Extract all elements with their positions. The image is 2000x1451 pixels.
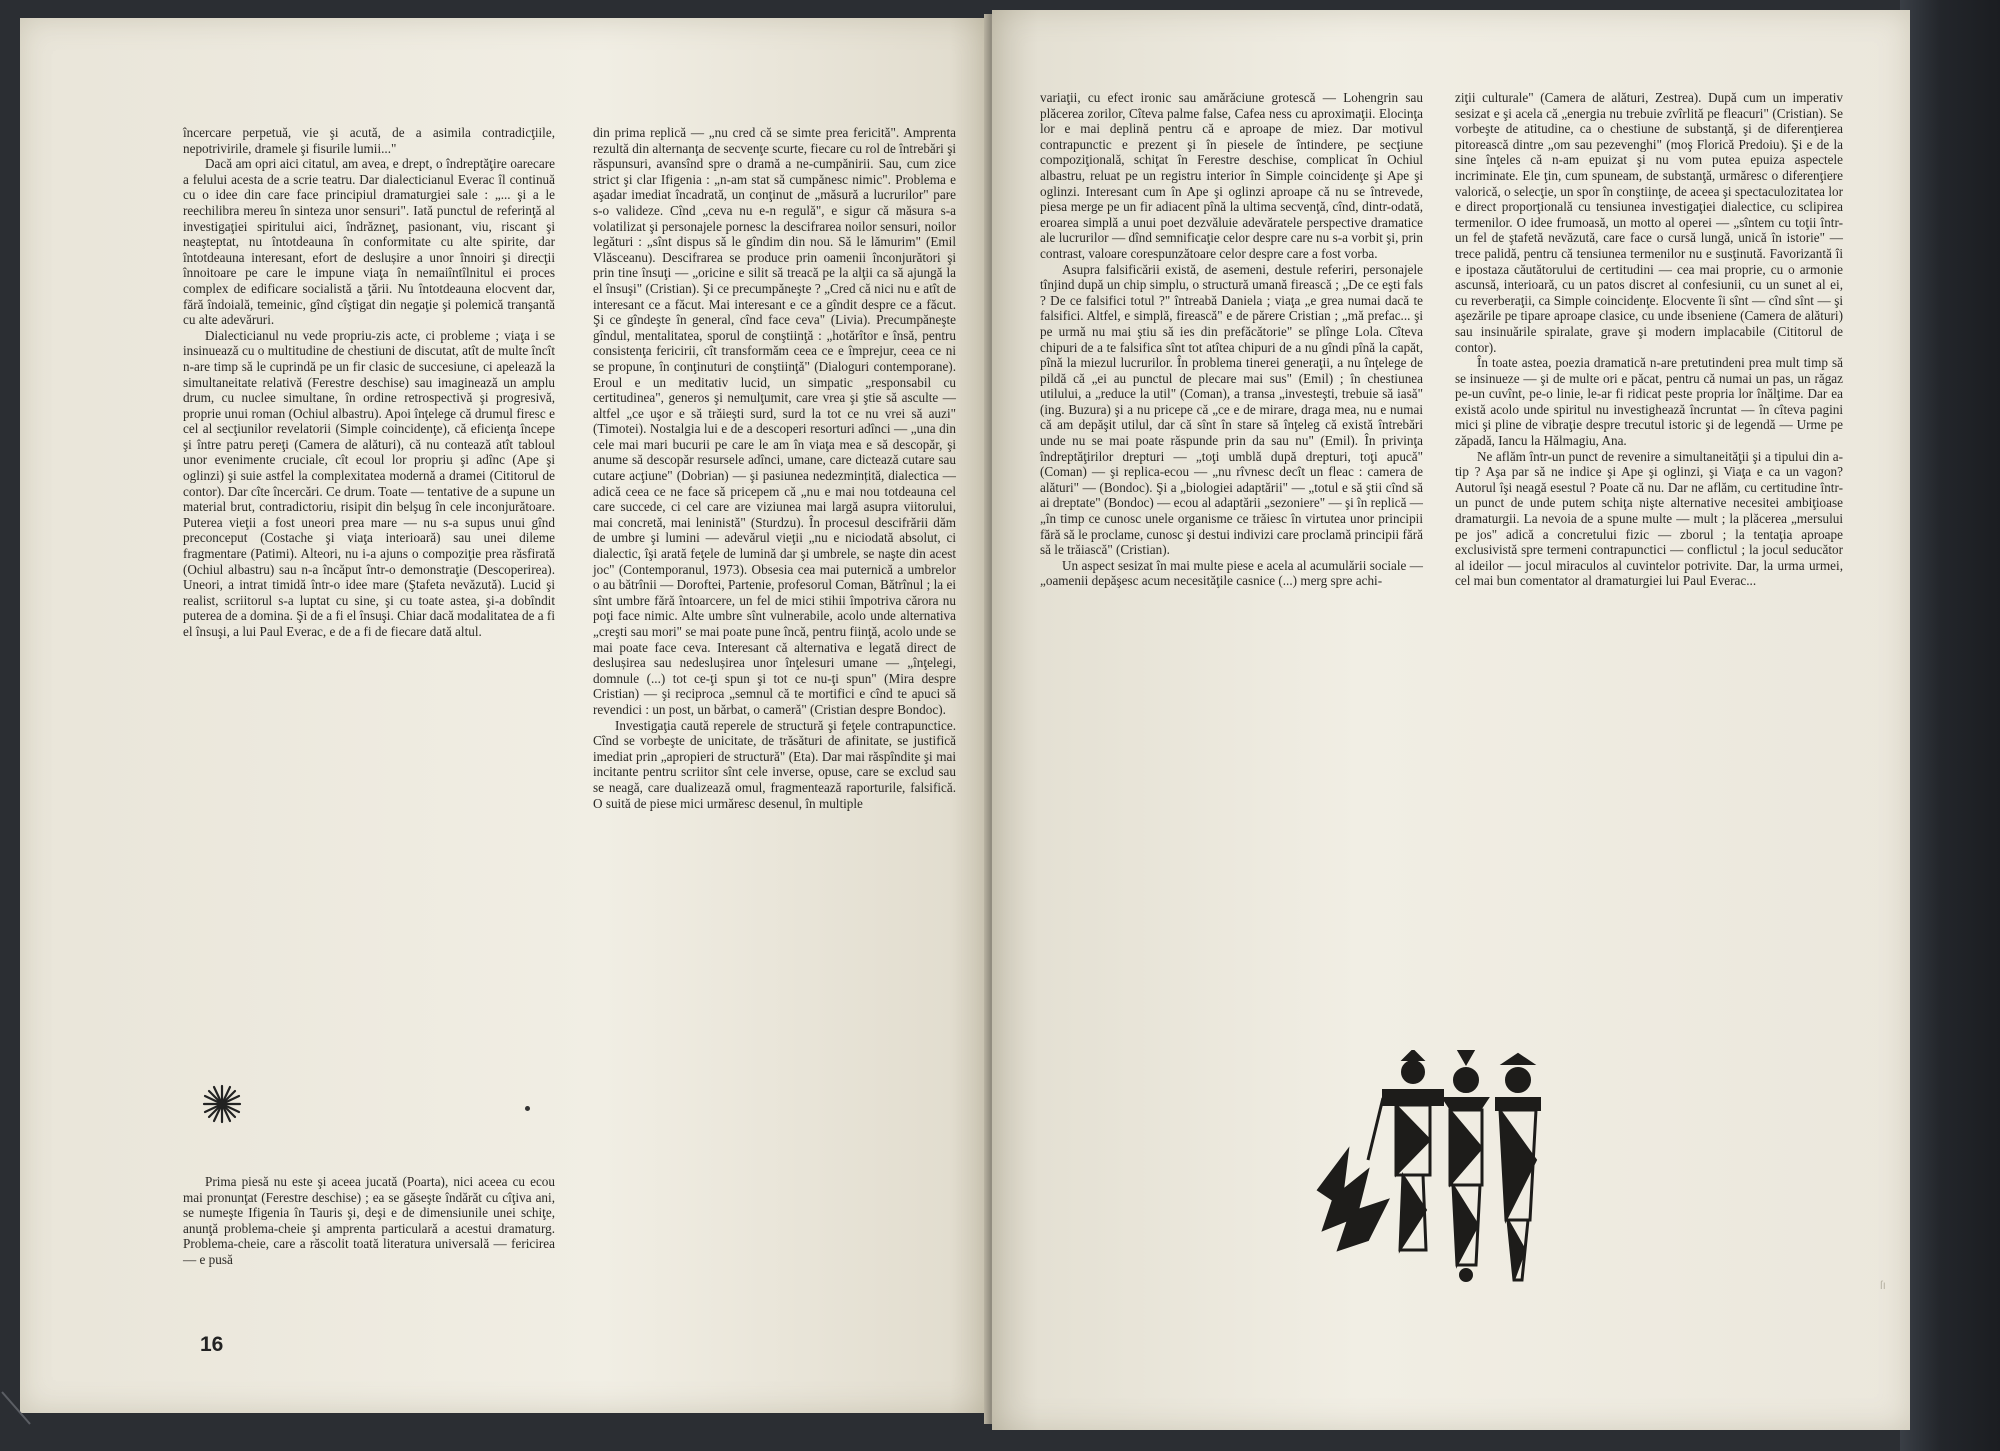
paragraph: ziţii culturale" (Camera de alături, Zestrea). După cum un imperativ sesizat e şi acela că „energia nu trebuie zvîrlită pe fleacuri" (Cristian). Se vorbeşte de atitudine, ca o chestiune de substanţă, şi de diferenţierea pitorească dintre „om sau pezevenghi" (moş Florică Predoiu). Şi e de la sine înţeles că n-am epuizat şi nu vom putea epuiza aspectele incriminate. Ele ţin, cum spuneam, de substanţă, urmăresc o diferenţiere valorică, o selecţie, un spor în conştiinţe, de aceea şi spectaculozitatea lor e direct proporţională cu tensiunea investigaţiei dialectice, cu sclipirea termenilor. O idee frumoasă, un motto al operei — „sîntem cu toţii într-un fel de ştafetă nevăzută, care face o cursă lungă, unică în istorie" — trece palidă, pentru că tensiunea termenilor nu e susţinută. Favorizantă îi e ipostaza căutătorului de certitudini — cea mai proprie, cu o armonie ascunsă, interioară, cu un patos discret al confesiunii, cu un sunet al ei, cu reverberaţii, ca Simple coincidenţe. Elocvente îi sînt — cînd sînt — şi aşezările pe tipare aproape clasice, cu unde ibseniene (Camera de alături) sau insinuările spiralate, grave şi modern implacabile (Cititorul de contor). (1455, 90, 1843, 355)
paragraph: Dacă am opri aici citatul, am avea, e drept, o îndreptăţire oarecare a felului acesta de a scrie teatru. Dar dialecticianul Everac îl continuă cu o idee din care face principiul dramaturgiei sale : „... şi a le reechilibra mereu în sinteza unor sensuri". Iată punctul de referinţă al investigaţiei spiritului aici, îndrăzneţ, pasionant, viu, riscant şi neaşteptat, nu întotdeauna în conformitate cu alte spirite, dar întotdeauna interesant, efort de deslușire a unor înnoiri şi direcţii înnoitoare pe care le impune viaţa în nemaiîntîlnitul ei proces complex de edificare socialistă a ţării. Nu întotdeauna elocvent dar, fără îndoială, temeinic, gînd cîştigat din negaţie şi polemică tranşantă cu alte adevăruri. (183, 156, 555, 328)
book-cover-edge (1900, 0, 2000, 1451)
paragraph: variaţii, cu efect ironic sau amărăciune grotescă — Lohengrin sau plăcerea zorilor, Cîteva palme false, Cafea ness cu aproximaţii. Elocinţa lor e mai deplină pentru că e aproape de miez. Dar motivul contrapunctic e prezent şi în piesele de întindere, pe secţiune compoziţională, schiţat în Ferestre deschise, complicat în Ochiul albastru, reluat pe un registru interior în Simple coincidenţe şi Ape şi oglinzi. Interesant cum în Ape şi oglinzi aproape că nu se întrevede, piesa merge pe un fir adiacent pînă la ultima secvenţă, cînd, dintr-odată, eroarea simplă a unui poet dezvăluie adevăratele perspective dramatice ale lucrurilor — dînd semnificaţie celor despre care nu s-a vorbit şi, prin contrast, valoare corespunzătoare celor despre care a fost vorba. (1040, 90, 1423, 261)
paragraph: Un aspect sesizat în mai multe piese e acela al acumulării sociale — „oamenii depăşesc acum necesităţile casnice (...) merg spre achi- (1040, 557, 1423, 589)
faint-margin-mark: ſı (1880, 1278, 1886, 1292)
right-page-column-1 (1040, 90, 1423, 589)
page-number: 16 (200, 1333, 224, 1356)
left-page-column-1 (183, 125, 555, 640)
sunburst-ornament-icon (202, 1084, 242, 1124)
paragraph: Investigaţia caută reperele de structură şi feţele contrapunctice. Cînd se vorbeşte de unicitate, de trăsături de afinitate, se justifică imediat prin „apropieri de structură" (Eta). Dar mai răspîndite şi mai incitante pentru scriitor sînt cele inverse, opuse, care se exclud sau se neagă, care dualizează omul, fragmentează raporturile, falsifică. O suită de piese mici urmăresc desenul, în multiple (593, 717, 956, 811)
left-page (20, 18, 988, 1413)
paragraph: În toate astea, poezia dramatică n-are pretutindeni prea mult timp să se insinueze — şi de multe ori e păcat, pentru că numai un pas, un răgaz pe-un cuvînt, pe-o linie, le-ar fi ridicat peste propria lor înălţime. Dar ea există acolo unde spiritul nu investighează încruntat — în cîteva pagini mici şi pline de vibraţie despre trecutul istoric şi de legendă — Urme pe zăpadă, Iancu la Hălmagiu, Ana. (1455, 355, 1843, 449)
paragraph: Prima piesă nu este şi aceea jucată (Poarta), nici aceea cu ecou mai pronunţat (Ferestre deschise) ; ea se găseşte îndărăt cu cîţiva ani, se numeşte Ifigenia în Tauris şi, deşi e de dimensiunile unei schiţe, anunţă problema-cheie şi amprenta particulară a acestui dramaturg. Problema-cheie, care a răscolit toată literatura universală — fericirea — e pusă (183, 1174, 555, 1267)
left-page-column-2 (593, 125, 956, 811)
divider-dot (525, 1106, 530, 1111)
paragraph: încercare perpetuă, vie şi acută, de a asimila contradicţiile, nepotrivirile, dramele şi fisurile lumii..." (183, 125, 555, 156)
paragraph: Asupra falsificării există, de asemeni, destule referiri, personajele tînjind după un chip simplu, o structură umană firească ; „De ce eşti fals ? De ce falsifici totul ?" întreabă Daniela ; viaţa „e grea numai dacă te falsifici. Altfel, e simplă, firească" e de părere Cristian ; „mă prefac... şi pe urmă nu mai ştiu să ies din prefăcătorie" se plînge Lola. Cîteva chipuri de a te falsifica sînt tot atîtea chipuri de a nu gîndi pînă la capăt, pînă la miezul lucrurilor. În problema tinerei generaţii, a nu înţelege de pildă că „ei au punctul de plecare mai sus" (Emil) ; în chestiunea utilului, a „reduce la util" (Coman), a transa „investeşti, trebuie să iasă" (ing. Buzura) şi a nu pricepe că „ce e de mirare, draga mea, nu e numai că am depăşit utilul, dar că sînt în stare să înţeleg că există întrebări unde nu se mai poate răspunde prin da sau nu" (Emil). În privinţa îndreptăţirilor drepturi — „toţi umblă după drepturi, toţi apucă" (Coman) — şi replica-ecou — „nu rîvnesc decît un fleac : camera de alături" — (Bondoc). Şi a „biologiei adaptării" — „totul e să ştii cînd să ai dreptate" (Bondoc) — ecou al adaptării „sezoniere" — şi în replică — „în timp ce cunosc unele organisme ce trăiesc în virtutea unor principii fără să le proclame, cunosc şi destui indivizi care proclamă principii fără să le trăiască" (Cristian). (1040, 261, 1424, 558)
left-page-column-1-bottom (183, 1174, 555, 1268)
right-page (992, 10, 1910, 1430)
three-harlequin-figures-illustration (1308, 1050, 1558, 1300)
paragraph: Ne aflăm într-un punct de revenire a simultaneităţii şi a tipului din a-tip ? Aşa par să ne indice şi Ape şi oglinzi, şi Viaţa e ca un vagon? Autorul îşi neagă esestul ? Poate că nu. Dar ne aflăm, cu certitudine într-un punct de unde putem schiţa nişte alternative necesitei ambiţioase dramaturgii. La nevoia de a spune multe — mult ; la plăcerea „mersului pe jos" adică a concretului fizic — zborul ; la tentaţia aproape exclusivistă spre termeni contrapunctici — conflictul ; la jocul seducător al ideilor — jocul miraculos al cuvintelor potrivite. Dar, la urma urmei, cel mai bun comentator al dramaturgiei lui Paul Everac... (1455, 448, 1843, 589)
margin-pencil-mark (0, 1390, 40, 1430)
paragraph: din prima replică — „nu cred că se simte prea fericită". Amprenta rezultă din alternanţa de secvenţe scurte, fiecare cu rol de întrebări şi răspunsuri, avansînd spre o dramă a ne-cumpănirii. Sau, cum zice strict şi clar Ifigenia : „n-am stat să cumpănesc nimic". Problema e aşadar imediat încadrată, un conţinut de „măsură a lucrurilor" pare s-o valideze. Cînd „ceva nu e-n regulă", e sigur că măsura s-a volatilizat şi personajele pornesc la descifrarea noilor sensuri, noilor legături : „sînt dispus să le gîndim din nou. Să le lămurim" (Emil Vlăsceanu). Descifrarea se produce prin oamenii înconjurători şi prin tine însuţi — „oricine e silit să treacă pe la alţii ca să ajungă la el însuşi" (Cristian). Şi ce precumpăneşte ? „Cred că nici nu e atît de interesant ce a făcut. Mai interesant e ce a gîndit despre ce a făcut. Şi ce gîndeşte în general, cînd face ceva" (Livia). Precumpăneşte gîndul, mentalitatea, sporul de conştiinţă : „hotărîtor e însă, pentru consistenţa fericirii, cît transformăm ceea ce e împrejur, ceea ce ni se propune, în conţinuturi de conştiinţă" (Dialoguri contemporane). Eroul e un meditativ lucid, un simpatic „responsabil cu certitudinea", generos şi nemulţumit, care vrea şi ştie să asculte — altfel „ce uşor e să trăieşti surd, surd la tot ce nu vrei să auzi" (Timotei). Nostalgia lui e de a descoperi resorturi adînci — „una din cele mai mari bucurii pe care le am în viaţa mea e să descopăr, şi anume să descopăr resursele adînci, umane, care dictează cutare sau cutare acţiune" (Dobrian) — şi pasiunea nedezmințită, dialectica — adică ceea ce ne face să pricepem că „nu e mai nou totdeauna cel care succede, ci cel care are viziunea mai largă asupra viitorului, mai concretă, mai leninistă" (Sturdzu). În procesul descifrării dăm de umbre şi lumini — adevărul vieţii „nu e niciodată absolut, ci dialectic, îşi arată feţele de lumină dar şi umbrele, se naşte din acest joc" (Contemporanul, 1973). Obsesia cea mai puternică a umbrelor o au bătrînii — Doroftei, Partenie, profesorul Coman, Bătrînul ; la ei sînt umbre fără întoarcere, un fel de mici stihii împotriva cărora nu poţi face nimic. Alte umbre sînt vulnerabile, acolo unde alternativa „creşti sau mori" se mai poate pune încă, pentru fiinţă, acolo unde se mai poate face ceva. Interesant că alternativa e legată direct de deslușirea sau nedeslușirea unor înţelesuri umane — „înţelegi, domnule (...) tot ce-ţi spun şi tot ce nu-ţi spun" (Mira despre Cristian) — şi reciproca „semnul că te mortifici e cînd te apuci să revendici : un post, un bărbat, o cameră" (Cristian despre Bondoc). (593, 125, 956, 717)
paragraph: Dialecticianul nu vede propriu-zis acte, ci probleme ; viaţa i se insinuează cu o multitudine de chestiuni de discutat, atît de multe încît n-are timp să le cuprindă pe un fir clasic de succesiune, ci apelează la simultaneitate relativă (Ferestre deschise) sau imaginează un amplu drum, cu nuclee simultane, în ordine retrospectivă şi progresivă, proprie unui roman (Ochiul albastru). Apoi înţelege că drumul firesc e cel al secţiunilor revelatorii (Simple coincidenţe), că eficienţa începe şi între patru pereţi (Camera de alături), că nu contează atît tabloul unor evenimente cruciale, cît ecoul lor propriu şi adînc (Ape şi oglinzi) şi suie astfel la complexitatea modernă a dramei (Cititorul de contor). Dar cîte încercări. Ce drum. Toate — tentative de a supune un material brut, contradictoriu, risipit din belşug în cele inconjurătoare. Puterea vieţii a fost uneori prea mare — nu s-a supus unui gînd preconceput (Costache şi viaţa interioară) sau unei dileme fragmentare (Patimi). Alteori, nu i-a ajuns o compoziţie prea răsfirată (Ochiul albastru) sau n-a încăput într-o demonstraţie (Descoperirea). Uneori, a intrat timidă într-o idee mare (Ştafeta nevăzută). Lucid şi realist, scriitorul s-a luptat cu sine, şi cu toate astea, şi-a dobîndit puterea de a domina. Şi de a fi el însuşi. Chiar dacă modalitatea de a fi el însuşi, a lui Paul Everac, e de a fi de fiecare dată altul. (183, 327, 555, 639)
right-page-column-2 (1455, 90, 1843, 589)
